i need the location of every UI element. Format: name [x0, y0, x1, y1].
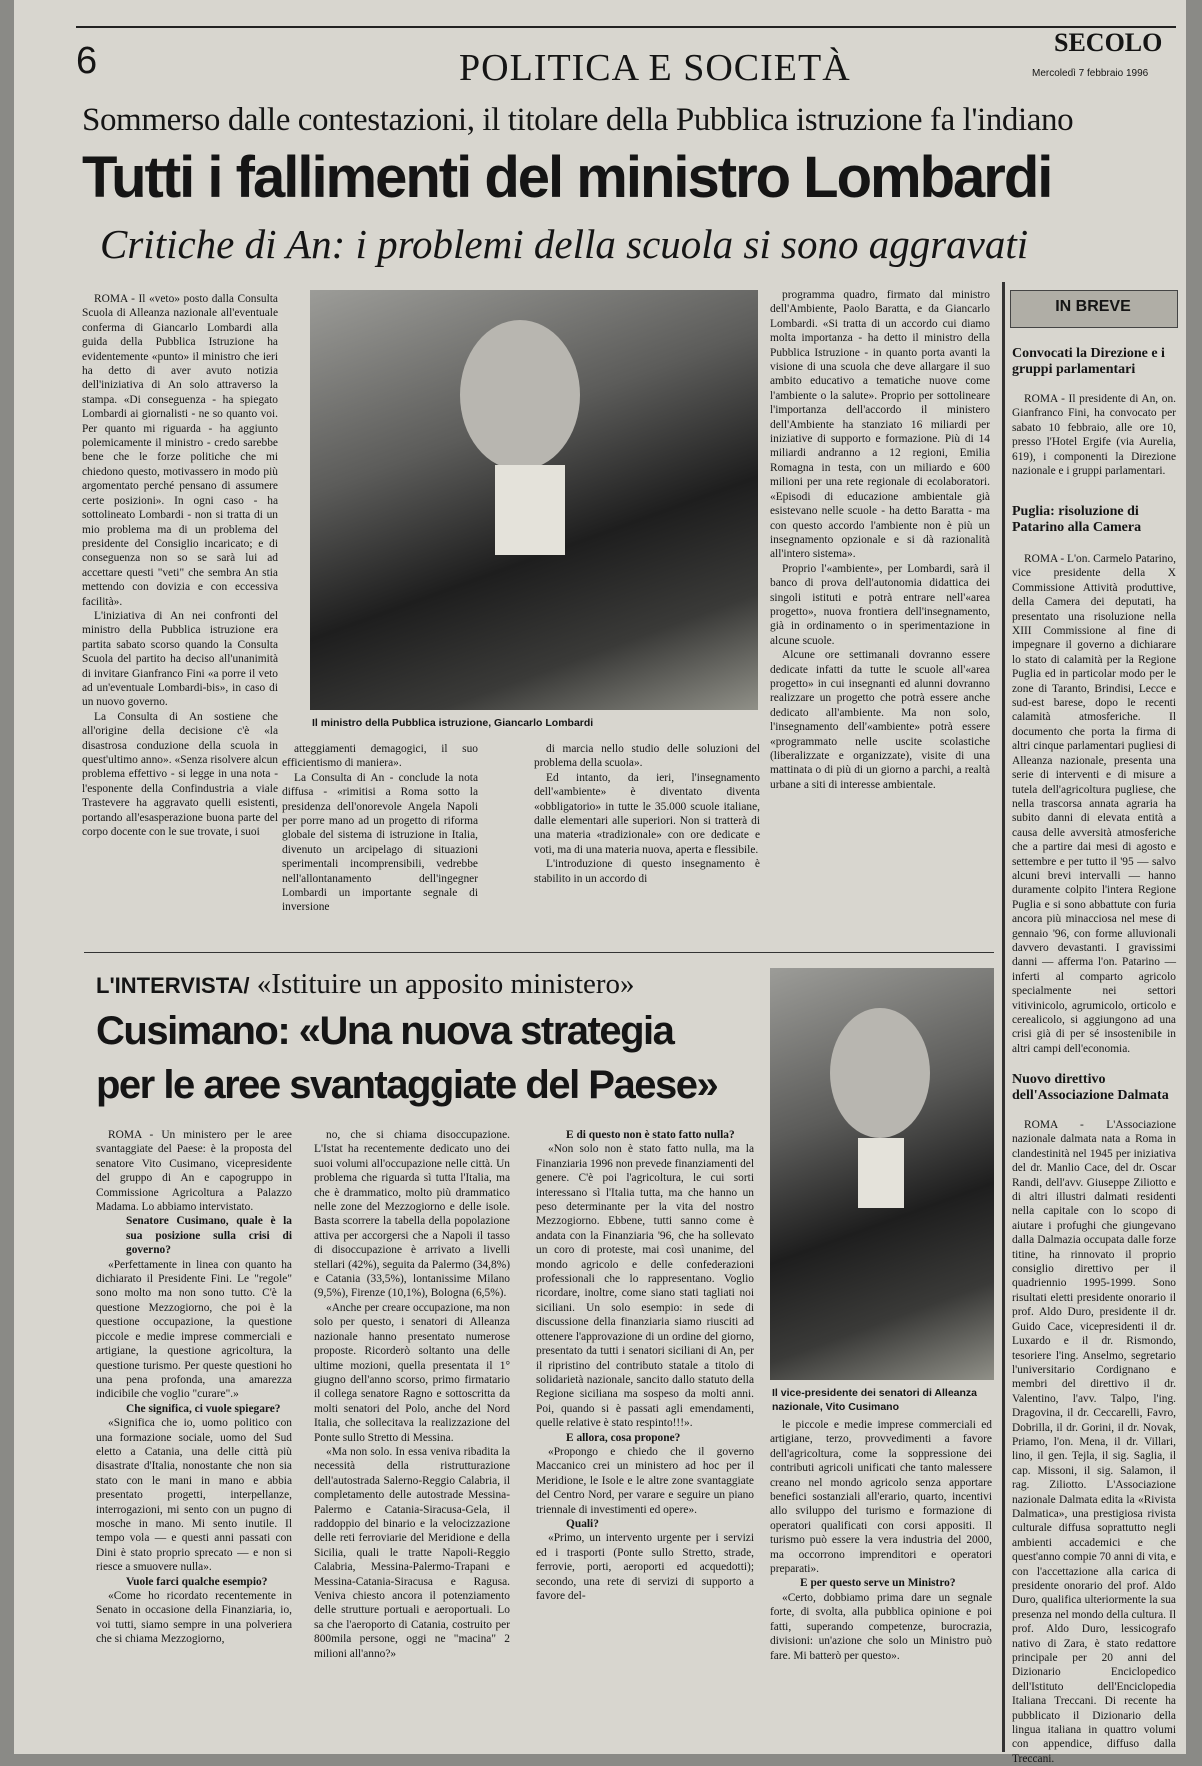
paragraph: le piccole e medie imprese commerciali ed artigiane, terzo, provvedimenti a favore dell'agricoltura, come la soppressione dei contributi agricoli unificati che tanto malessere creano nel mondo agricolo senza apportare benefici sostanziali all'erario, quarto, incentivi allo sviluppo del turismo e formazione di operatori qualificati con corsi appositi. Il turismo può essere la vera industria del 2000, ma occorrono imprenditori e operatori preparati».	[770, 1419, 992, 1576]
paragraph: «Propongo e chiedo che il governo Maccanico crei un ministero ad hoc per il Meridione, le Isole e le altre zone svantaggiate del Centro Nord, per varare e seguire un piano triennale di investimenti ed opere».	[536, 1445, 754, 1516]
question: Vuole farci qualche esempio?	[126, 1575, 268, 1588]
interview-headline	[96, 1004, 717, 1112]
paragraph: L'iniziativa di An nei confronti del ministro della Pubblica istruzione era partita sabato scorso quando la Consulta Scuola del partito ha deciso all'unanimità di invitare Gianfranco Fini «a porre il veto ad un'eventuale Lombardi-bis», in caso di un nuovo governo.	[82, 609, 278, 709]
article-subhead: Critiche di An: i problemi della scuola si sono aggravati	[100, 221, 1029, 267]
paragraph: ROMA - L'on. Carmelo Patarino, vice presidente della X Commissione Attività produttive, della Camera dei deputati, ha presentato una risoluzione nella XIII Commissione al fine di impegnare il governo a dichiarare lo stato di calamità per la Regione Puglia ed in particolar modo per le zone di Taranto, Brindisi, Lecce e sud-est barese, dopo le recenti calamità atmosferiche. Il documento che porta la firma di altri cinque parlamentari pugliesi di Alleanza nazionale, presenta una serie di interventi e di misure a tutela dell'agricoltura pugliese, che nella trascorsa annata agraria ha subito danni di elevata entità a causa delle avversità atmosferiche che a partire dai mesi di agosto e settembre e per tutto il '95 — salvo alcuni brevi intervalli — hanno duramente colpito l'intera Regione Puglia e si sono abbattute con furia ancora più minacciosa nel mese di gennaio '96, con forme alluvionali davvero devastanti. I gravissimi danni — afferma l'on. Patarino — inferti al comparto agricolo specialmente nei settori vitivinicolo, agrumicolo, orticolo e cerealicolo, si aggiungono ad una crisi già di per sé insostenibile in altri campi dell'economia.	[1012, 553, 1177, 1055]
paragraph: «Certo, dobbiamo prima dare un segnale forte, di svolta, alla pubblica opinione e poi fatti, superando competenze, burocrazia, divisioni: un'azione che solo un Ministro può fare. Mi batterò per questo».	[770, 1591, 992, 1662]
paragraph: ROMA - L'Associazione nazionale dalmata nata a Roma in clandestinità nel 1945 per iniziativa del dr. Manlio Cace, del dr. Oscar Randi, dell'avv. Giuseppe Ziliotto e di altri illustri dalmati residenti nella capitale con lo scopo di aiutare i profughi che giungevano dalla Dalmazia occupata dalle forze titine, ha rinnovato il proprio consiglio direttivo per il quadriennio 1995-1999. Sono risultati eletti presidente onorario il prof. Aldo Duro, presidente il dr. Guido Cace, vicepresidenti il dr. Luxardo e il dr. Rismondo, tesoriere l'ing. Anselmo, segretario l'universitario Cordignano e membri del direttivo il dr. Valentino, l'avv. Talpo, l'ing. Dragovina, il dr. Ceccarelli, Favro, Dobrilla, il dr. Gorini, il dr. Novak, Priamo, l'on. Mena, il dr. Villari, lino, il gen. Tejla, il sig. Saglia, il cap. Missoni, il sig. Salamon, il rag. Ziliotto. L'Associazione nazionale Dalmata edita la «Rivista Dalmatica», una prestigiosa rivista culturale diffusa soprattutto negli ambienti accademici e che quest'anno compie 70 anni di vita, e con l'accettazione alla carica di presidente onorario del prof. Aldo Duro, qualifica ulteriormente la sua presenza nel mondo della cultura. Il prof. Aldo Duro, lessicografo nativo di Zara, è stato redattore principale per 20 anni del Dizionario Enciclopedico dell'Istituto dell'Enciclopedia Italiana Treccani. Di recente ha pubblicato il Dizionario della lingua italiana in quattro volumi con appendice, diffuso dalla Treccani.	[1012, 1119, 1176, 1765]
cusimano-photo	[770, 968, 994, 1380]
interview-photo-caption: Il vice-presidente dei senatori di Alleanza nazionale, Vito Cusimano	[772, 1387, 978, 1413]
paragraph: «Non solo non è stato fatto nulla, ma la Finanziaria 1996 non prevede finanziamenti del genere. C'è poi l'agricoltura, le cui sorti interessano sì l'Italia tutta, ma che hanno un peso determinante per la vita del nostro Mezzogiorno. Ebbene, tutti sanno come è andata con la Finanziaria '96, che ha sollevato un coro di proteste, mai così unanime, del mondo agricolo e delle confederazioni professionali che lo rappresentano. Voglio ricordare, inoltre, come siano stati tagliati noi siciliani. Un solo esempio: in sede di discussione della finanziaria siamo riusciti ad ottenere l'approvazione di un ordine del giorno, presentato da tutti i senatori siciliani di An, per il ripristino del contributo statale a titolo di solidarietà nazionale, sancito dallo statuto della Regione siciliana ma sospeso da molti anni. Poi, quando si è passati agli emendamenti, quelle relative è stato respinto!!!».	[536, 1143, 754, 1430]
section-divider	[84, 952, 994, 953]
header-rule	[76, 26, 1176, 28]
article-kicker: Sommerso dalle contestazioni, il titolare della Pubblica istruzione fa l'indiano	[82, 102, 1074, 138]
photo-caption: Il ministro della Pubblica istruzione, Giancarlo Lombardi	[312, 717, 594, 729]
paragraph: ROMA - Un ministero per le aree svantaggiate del Paese: è la proposta del senatore Vito Cusimano, vicepresidente del gruppo di An e capogruppo in Commissione Agricoltura a Palazzo Madama. Lo abbiamo intervistato.	[96, 1129, 292, 1214]
paragraph: programma quadro, firmato dal ministro dell'Ambiente, Paolo Baratta, e da Giancarlo Lombardi. «Si tratta di un accordo cui diamo molta importanza - ha detto il ministro della Pubblica Istruzione - in quanto porta avanti la visione di una scuola che deve allargare il suo ambito educativo a tematiche nuove come l'ambiente o la salute». Proprio per sottolineare l'importanza dell'accordo il ministero dell'Ambiente ha stanziato 16 miliardi per iniziative di supporto e formazione. Più di 14 miliardi andranno a 12 regioni, Emilia Romagna in testa, con un miliardo e 600 milioni per una rete regionale di ecolaboratori. «Episodi di educazione ambientale già esistevano nelle scuole - ha detto Baratta - ma con questo accordo l'ambiente non è più un insegnamento opzionale e si dà razionalità all'intero sistema».	[770, 289, 990, 561]
paragraph: «Come ho ricordato recentemente in Senato in occasione della Finanziaria, io, voi tutti, siamo sempre in una polveriera che si chiama Mezzogiorno,	[96, 1590, 292, 1646]
paragraph: ROMA - Il presidente di An, on. Gianfranco Fini, ha convocato per sabato 10 febbraio, alle ore 10, presso l'Hotel Ergife (via Aurelia, 619), i componenti la Direzione nazionale e i gruppi parlamentari.	[1012, 393, 1176, 478]
paragraph: L'introduzione di questo insegnamento è stabilito in un accordo di	[534, 858, 760, 885]
interview-kicker	[96, 968, 635, 1001]
article-column-1	[82, 292, 278, 942]
paragraph: atteggiamenti demagogici, il suo efficientismo di maniera».	[282, 743, 478, 770]
paragraph: «Significa che io, uomo politico con una formazione sociale, uomo del Sud eletto a Catania, una delle città più disastrate d'Italia, nonostante che non sia stato con le mani in mano e abbia presentato progetti, interpellanze, interrogazioni, mi sento con un pugno di mosche in mano. Mi sento inutile. Il tempo vola — e questi anni passati con Dini è stato proprio sprecato — e non si riesce a smuovere nulla».	[96, 1417, 292, 1574]
paragraph: no, che si chiama disoccupazione. L'Istat ha recentemente dedicato uno dei suoi volumi all'occupazione nelle città. Un problema che riguarda sì tutta l'Italia, ma che è drammatico, molto più drammatico nelle zone del Mezzogiorno e delle isole. Basta scorrere la tabella della popolazione attiva per accorgersi che a Napoli il tasso di disoccupazione è arrivato a livelli stellari (42%), seguita da Palermo (34,8%) e Catania (33,5%), lontanissime Milano (9,5%), Firenze (10,1%), Bologna (6,5%).	[314, 1129, 510, 1300]
question: E di questo non è stato fatto nulla?	[566, 1129, 735, 1141]
page-number: 6	[76, 40, 98, 82]
question: Che significa, ci vuole spiegare?	[126, 1402, 281, 1415]
question: Senatore Cusimano, quale è la sua posizione sulla crisi di governo?	[126, 1215, 292, 1257]
paragraph: «Ma non solo. In essa veniva ribadita la necessità della ristrutturazione dell'autostrada Salerno-Reggio Calabria, il completamento delle autostrade Messina-Palermo e Catania-Siracusa-Gela, il raddoppio del binario e la velocizzazione delle reti ferroviarie del Meridione e della Sicilia, quali le tratte Napoli-Reggio Calabria, Messina-Palermo-Trapani e Messina-Catania-Siracusa e Ragusa. Veniva chiesto ancora il potenziamento delle strutture portuali e aeroportuali. Lo sa che l'aeroporto di Catania, costruito per 800mila persone, oggi ne "macina" 2 milioni all'anno?»	[314, 1445, 510, 1660]
paragraph: La Consulta di An - conclude la nota diffusa - «rimitisi a Roma sotto la presidenza dell'onorevole Angela Napoli per porre mano ad un progetto di riforma globale del sistema di istruzione in Italia, divenuto un arcipelago di situazioni sperimentali incomprensibili, vedrebbe nell'allontanamento dell'ingegner Lombardi un importante segnale di inversione	[282, 771, 478, 914]
question: Quali?	[566, 1517, 599, 1530]
paragraph: «Primo, un intervento urgente per i servizi ed i trasporti (Ponte sullo Stretto, strade, ferrovie, porti, aeroporti ed acquedotti); secondo, una rete di servizi di supporto a favore del-	[536, 1532, 754, 1602]
paragraph: «Perfettamente in linea con quanto ha dichiarato il Presidente Fini. Le "regole" sono molto ma non sono tutto. C'è la questione Mezzogiorno, che poi è la questione occupazione, la questione piccole e medie imprese commerciali e artigiane, la questione agricoltura, la questione turismo. Per queste questioni ho una pena profonda, una amarezza indicibile che voglio "curare".»	[96, 1258, 292, 1401]
paragraph: La Consulta di An sostiene che all'origine della decisione c'è «la disastrosa conduzione della scuola in quest'ultimo anno». «Senza risolvere alcun problema effettivo - si legge in una nota - l'esponente della Confindustria a viale Trastevere ha aggravato quelli esistenti, portando all'esasperazione buona parte del corpo docente con le sue trovate, i suoi	[82, 710, 278, 839]
interview-label: L'INTERVISTA/	[96, 973, 250, 998]
lombardi-photo	[310, 290, 758, 710]
article-column-2	[282, 742, 478, 942]
interview-column-4	[770, 1418, 992, 1748]
brief-heading: Convocati la Direzione e i gruppi parlamentari	[1012, 346, 1165, 377]
interview-column-1	[96, 1128, 292, 1748]
paragraph: Proprio l'«ambiente», per Lombardi, sarà il banco di prova dell'autonomia didattica dei singoli istituti e potrà entrare nell'«area progetto», nuova frontiera dell'insegnamento, già in ordinamento o in sperimentazione in alcune scuole.	[770, 562, 990, 647]
brief-heading: Puglia: risoluzione di Patarino alla Camera	[1012, 504, 1142, 535]
interview-column-3	[536, 1128, 754, 1748]
article-column-3	[534, 742, 760, 942]
article-headline: Tutti i fallimenti del ministro Lombardi	[82, 145, 1052, 210]
paragraph: di marcia nello studio delle soluzioni del problema della scuola».	[534, 743, 760, 770]
paragraph: ROMA - Il «veto» posto dalla Consulta Scuola di Alleanza nazionale all'eventuale conferma di Giancarlo Lombardi alla guida della Pubblica Istruzione ha evidentemente «punto» il ministro che ieri ha detto di aver avuto notizia dell'iniziativa di An solo attraverso la stampa. «Di conseguenza - ha spiegato Lombardi ai giornalisti - ne so quanto voi. Per quanto mi riguarda - ha aggiunto polemicamente il ministro - credo sarebbe bene che le forze politiche che mi chiedono questo, motivassero in modo più argomentato perché pensano di assumere certe posizioni». In ogni caso - ha sottolineato Lombardi - non si tratta di un mio problema ma di un problema del presidente del Consiglio incaricato; e di conseguenza non so se sarà lui ad accettare questi "veti" che sembra An stia mettendo con dovizia e con eccessiva facilità».	[82, 293, 278, 608]
question: E allora, cosa propone?	[566, 1431, 681, 1444]
newspaper-page	[14, 0, 1186, 1765]
brief-text	[1012, 1118, 1176, 1765]
masthead-logo: SECOLO	[1054, 28, 1163, 57]
section-title: POLITICA E SOCIETÀ	[459, 47, 851, 89]
issue-date: Mercoledì 7 febbraio 1996	[1032, 68, 1149, 79]
question: E per questo serve un Ministro?	[800, 1577, 956, 1590]
paragraph: Alcune ore settimanali dovranno essere dedicate infatti da tutte le scuole all'«area progetto» in cui insegnanti ed alunni dovranno realizzare un progetto che potrà essere anche dedicato all'ambiente. Ma non solo, l'insegnamento dell'«ambiente» potrà essere «programmato nelle uscite scolastiche (liberalizzate e organizzate), visite di una mattinata o di più di un giorno a parchi, a realtà urbane a siti di interesse ambientale.	[770, 649, 990, 791]
paragraph: Ed intanto, da ieri, l'insegnamento dell'«ambiente» è diventato diventa «obbligatorio» in tutte le 35.000 scuole italiane, dalle elementari alle superiori. Non si tratterà di una materia «tradizionale» con ore dedicate e voti, ma di una materia nuova, aperta e flessibile.	[534, 771, 760, 856]
paragraph: «Anche per creare occupazione, ma non solo per questo, i senatori di Alleanza nazionale hanno presentato numerose proposte. Ricorderò soltanto una delle ultime mozioni, quella presentata il 1° giugno dell'anno scorso, primo firmatario il collega senatore Ragno e sottoscritta da molti senatori del Polo, anche del Nord Italia, che sollecitava la realizzazione del Ponte sullo Stretto di Messina.	[314, 1301, 510, 1444]
brief-heading: Nuovo direttivo dell'Associazione Dalmata	[1012, 1072, 1169, 1103]
brief-text	[1012, 392, 1176, 492]
brief-text	[1012, 552, 1177, 1055]
interview-headline-line: Cusimano: «Una nuova strategia	[96, 1009, 674, 1053]
article-column-4	[770, 288, 990, 942]
interview-column-2	[314, 1128, 510, 1748]
interview-kicker-text: «Istituire un apposito ministero»	[256, 968, 635, 1000]
interview-headline-line: per le aree svantaggiate del Paese»	[96, 1063, 718, 1107]
in-breve-title: IN BREVE	[1055, 298, 1131, 315]
